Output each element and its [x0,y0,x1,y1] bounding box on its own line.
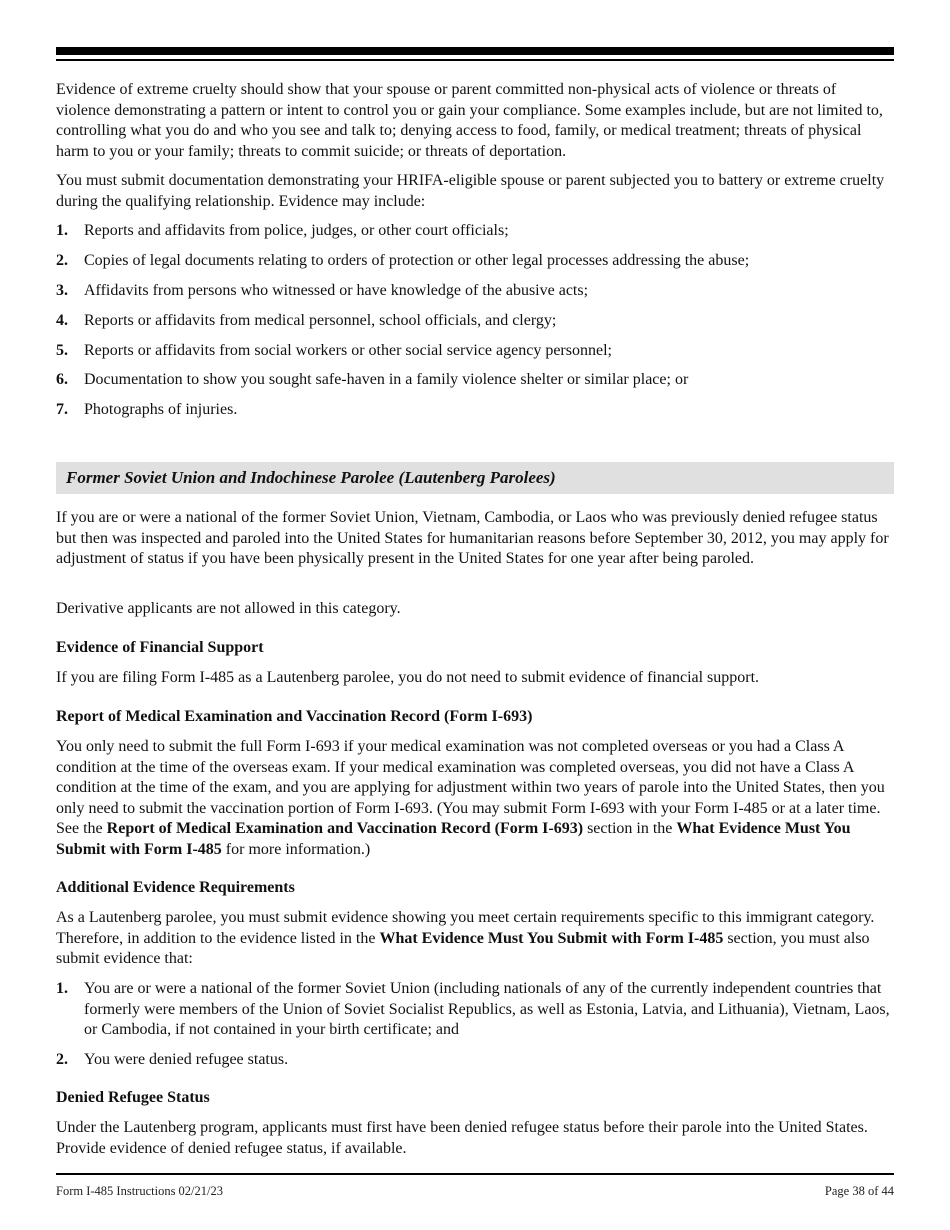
list-text: You were denied refugee status. [84,1051,289,1069]
list-text: Affidavits from persons who witnessed or have knowledge of the abusive acts; [84,281,589,299]
derivative-paragraph: Derivative applicants are not allowed in this category. [56,600,401,617]
list-number: 2. [56,251,68,269]
list-item [56,400,894,421]
evidence-list [56,221,894,421]
list-item [56,221,894,242]
list-text: You are or were a national of the former Soviet Union (including nationals of any of the currently independent countries that formerly were members of the Union of Soviet Socialist Republics, as well as Estonia, Latvia, and Lithuania), Vietnam, Laos, or Cambodia, if not contained in your birth certificate; and [84,980,890,1039]
list-text: Photographs of injuries. [84,401,238,419]
extreme-cruelty-paragraph: Evidence of extreme cruelty should show that your spouse or parent committed non-physical acts of violence or threats of violence demonstrating a pattern or intent to control you or gain your compliance. Some examples include, but are not limited to, controlling what you do and who you see and talk to; denying access to food, family, or medical treatment; threats of physical harm to you or your family; threats to commit suicide; or threats of deportation. [56,81,883,160]
list-item [56,341,894,362]
documentation-paragraph: You must submit documentation demonstrating your HRIFA-eligible spouse or parent subjected you to battery or extreme cruelty during the qualifying relationship. Evidence may include: [56,172,885,210]
denied-refugee-heading: Denied Refugee Status [56,1089,210,1106]
financial-support-heading: Evidence of Financial Support [56,639,264,656]
list-item [56,251,894,272]
additional-evidence-heading: Additional Evidence Requirements [56,879,295,896]
header-thin-rule [56,59,894,61]
page-number: Page 38 of 44 [824,1184,894,1198]
list-number: 5. [56,341,68,359]
list-number: 4. [56,311,68,329]
lautenberg-intro-paragraph: If you are or were a national of the former Soviet Union, Vietnam, Cambodia, or Laos who was previously denied refugee status but then was inspected and paroled into the United States for humanitarian reasons before September 30, 2012, you may apply for adjustment of status if you have been physically present in the United States for one year after being paroled. [56,509,889,568]
form-edition: Form I-485 Instructions 02/21/23 [56,1184,224,1198]
list-text: Reports or affidavits from social workers or other social service agency personnel; [84,341,612,359]
financial-support-paragraph: If you are filing Form I-485 as a Lautenberg parolee, you do not need to submit evidence of financial support. [56,669,760,686]
footer-rule [56,1173,894,1175]
section-banner [56,462,894,494]
list-text: Reports or affidavits from medical personnel, school officials, and clergy; [84,311,557,329]
additional-evidence-paragraph: As a Lautenberg parolee, you must submit evidence showing you meet certain requirements specific to this immigrant category. Therefore, in addition to the evidence listed in the What Evidence Must You Submit with Form I-485 section, you must also submit evidence that: [56,909,875,968]
header-thick-rule [56,47,894,55]
list-item [56,370,894,391]
list-text: Copies of legal documents relating to orders of protection or other legal processes addressing the abuse; [84,251,750,269]
list-number: 7. [56,401,68,419]
medical-exam-paragraph: You only need to submit the full Form I-693 if your medical examination was not completed overseas or you had a Class A condition at the time of the overseas exam. If your medical examination was completed overseas, you did not have a Class A condition at the time of the exam, and you are applying for adjustment within two years of parole into the United States, then you only need to submit the vaccination portion of Form I-693. (You may submit Form I-693 with your Form I-485 or at a later time. See the Report of Medical Examination and Vaccination Record (Form I-693) section in the What Evidence Must You Submit with Form I-485 for more information.) [56,738,885,858]
list-text: Reports and affidavits from police, judges, or other court officials; [84,222,509,239]
list-item [56,1050,894,1071]
medical-exam-heading: Report of Medical Examination and Vaccination Record (Form I-693) [56,708,533,725]
list-item [56,979,894,1041]
list-number: 2. [56,1051,68,1069]
additional-evidence-list [56,979,894,1071]
list-item [56,281,894,302]
list-number: 6. [56,371,68,389]
list-number: 3. [56,281,68,299]
list-number: 1. [56,222,68,239]
denied-refugee-paragraph: Under the Lautenberg program, applicants must first have been denied refugee status before their parole into the United States. Provide evidence of denied refugee status, if available. [56,1119,868,1157]
section-title: Former Soviet Union and Indochinese Parolee (Lautenberg Parolees) [66,468,556,487]
list-item [56,311,894,332]
list-text: Documentation to show you sought safe-haven in a family violence shelter or similar place; or [84,371,689,389]
list-number: 1. [56,980,68,997]
